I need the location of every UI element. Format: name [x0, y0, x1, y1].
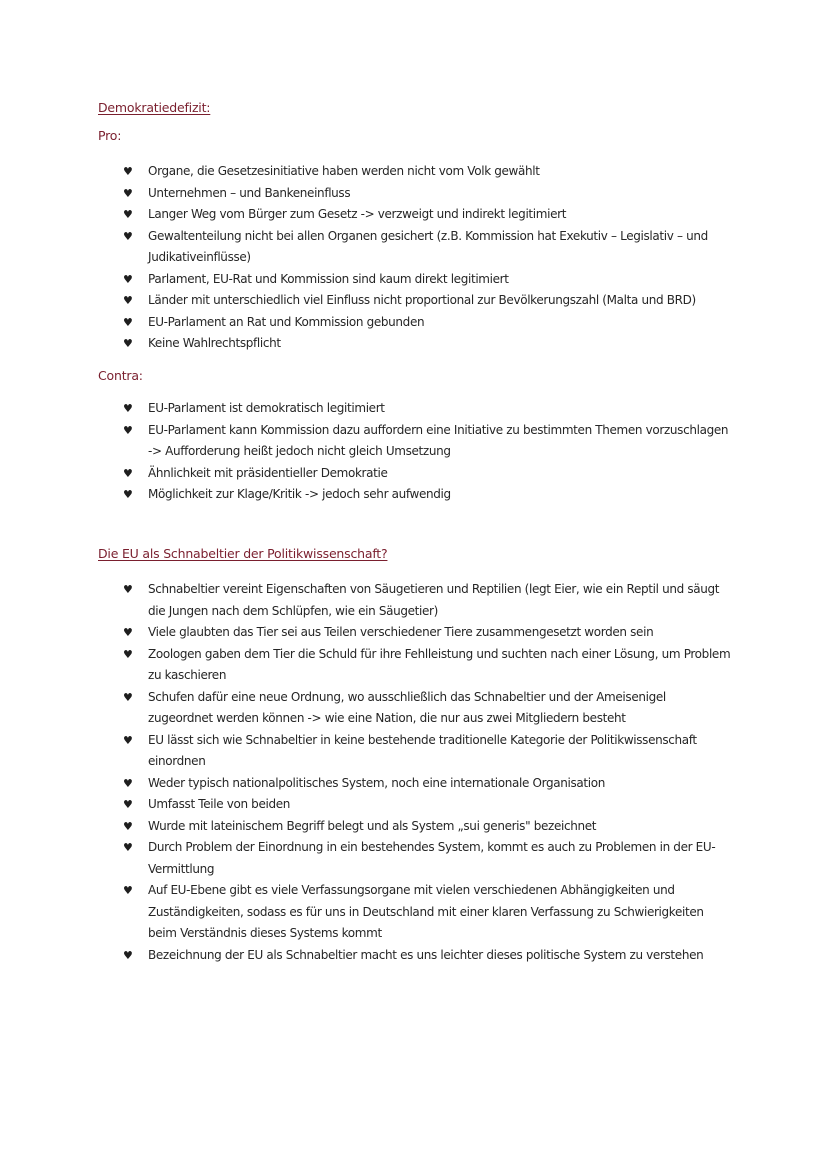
list-item: ♥ Schufen dafür eine neue Ordnung, wo ausschließlich das Schnabeltier und der Ameisenigel zugeordnet werden können -> wie eine Nation, die nur aus zwei Mitgliedern besteht	[148, 687, 733, 730]
heart-bullet-icon: ♥	[123, 841, 133, 854]
heart-bullet-icon: ♥	[123, 186, 133, 200]
list-item: ♥ EU-Parlament ist demokratisch legitimiert	[148, 398, 733, 420]
list-item: ♥ EU-Parlament an Rat und Kommission gebunden	[148, 312, 733, 334]
list-item: ♥ EU lässt sich wie Schnabeltier in keine bestehende traditionelle Kategorie der Politikwissenschaft einordnen	[148, 730, 733, 773]
heading-schnabeltier: Die EU als Schnabeltier der Politikwissenschaft?	[98, 546, 388, 561]
heart-bullet-icon: ♥	[123, 294, 133, 307]
heart-bullet-icon: ♥	[123, 165, 133, 178]
heart-bullet-icon: ♥	[123, 272, 133, 286]
heart-bullet-icon: ♥	[123, 229, 133, 243]
heart-bullet-icon: ♥	[123, 626, 133, 639]
list-item: ♥ Keine Wahlrechtspflicht	[148, 333, 733, 355]
list-item: ♥ Zoologen gaben dem Tier die Schuld für ihre Fehlleistung und suchten nach einer Lösung, um Problem zu kaschieren	[148, 644, 733, 687]
list-item: ♥ Weder typisch nationalpolitisches System, noch eine internationale Organisation	[148, 773, 733, 795]
list-item: ♥ Bezeichnung der EU als Schnabeltier macht es uns leichter dieses politische System zu verstehen	[148, 945, 733, 967]
pro-list	[0, 161, 733, 355]
heart-bullet-icon: ♥	[123, 488, 133, 501]
list-item: ♥ Ähnlichkeit mit präsidentieller Demokratie	[148, 463, 733, 485]
heart-bullet-icon: ♥	[123, 884, 133, 897]
list-item: ♥ Organe, die Gesetzesinitiative haben werden nicht vom Volk gewählt	[148, 161, 733, 183]
schnabeltier-list	[0, 579, 733, 966]
heart-bullet-icon: ♥	[123, 315, 133, 329]
list-item: ♥ Schnabeltier vereint Eigenschaften von Säugetieren und Reptilien (legt Eier, wie ein Reptil und säugt die Jungen nach dem Schlüpfen, wie ein Säugetier)	[148, 579, 733, 622]
heart-bullet-icon: ♥	[123, 776, 133, 790]
contra-list	[0, 398, 733, 506]
heart-bullet-icon: ♥	[123, 466, 133, 480]
heart-bullet-icon: ♥	[123, 948, 133, 962]
list-item: ♥ Durch Problem der Einordnung in ein bestehendes System, kommt es auch zu Problemen in der EU-Vermittlung	[148, 837, 733, 880]
list-item: ♥ EU-Parlament kann Kommission dazu auffordern eine Initiative zu bestimmten Themen vorzuschlagen -> Aufforderung heißt jedoch nicht gleich Umsetzung	[148, 420, 733, 463]
heart-bullet-icon: ♥	[123, 208, 133, 221]
heart-bullet-icon: ♥	[123, 647, 133, 661]
label-pro: Pro:	[98, 128, 122, 143]
list-item: ♥ Möglichkeit zur Klage/Kritik -> jedoch sehr aufwendig	[148, 484, 733, 506]
list-item: ♥ Viele glaubten das Tier sei aus Teilen verschiedener Tiere zusammengesetzt worden sein	[148, 622, 733, 644]
heart-bullet-icon: ♥	[123, 733, 133, 747]
list-item: ♥ Wurde mit lateinischem Begriff belegt und als System „sui generis" bezeichnet	[148, 816, 733, 838]
heading-demokratiedefizit: Demokratiedefizit:	[98, 100, 211, 115]
list-item: ♥ Gewaltenteilung nicht bei allen Organen gesichert (z.B. Kommission hat Exekutiv – Legislativ – und Judikativeinflüsse)	[148, 226, 733, 269]
list-item: ♥ Langer Weg vom Bürger zum Gesetz -> verzweigt und indirekt legitimiert	[148, 204, 733, 226]
list-item: ♥ Länder mit unterschiedlich viel Einfluss nicht proportional zur Bevölkerungszahl (Malta und BRD)	[148, 290, 733, 312]
heart-bullet-icon: ♥	[123, 337, 133, 350]
list-item: ♥ Auf EU-Ebene gibt es viele Verfassungsorgane mit vielen verschiedenen Abhängigkeiten und Zuständigkeiten, sodass es für uns in Deutschland mit einer klaren Verfassung zu Schwierigkeiten beim Verständnis dieses Systems kommt	[148, 880, 733, 945]
list-item: ♥ Umfasst Teile von beiden	[148, 794, 733, 816]
heart-bullet-icon: ♥	[123, 583, 133, 596]
list-item: ♥ Parlament, EU-Rat und Kommission sind kaum direkt legitimiert	[148, 269, 733, 291]
heart-bullet-icon: ♥	[123, 423, 133, 437]
heart-bullet-icon: ♥	[123, 798, 133, 811]
heart-bullet-icon: ♥	[123, 819, 133, 833]
list-item: ♥ Unternehmen – und Bankeneinfluss	[148, 183, 733, 205]
heart-bullet-icon: ♥	[123, 690, 133, 704]
heart-bullet-icon: ♥	[123, 402, 133, 415]
label-contra: Contra:	[98, 368, 143, 383]
